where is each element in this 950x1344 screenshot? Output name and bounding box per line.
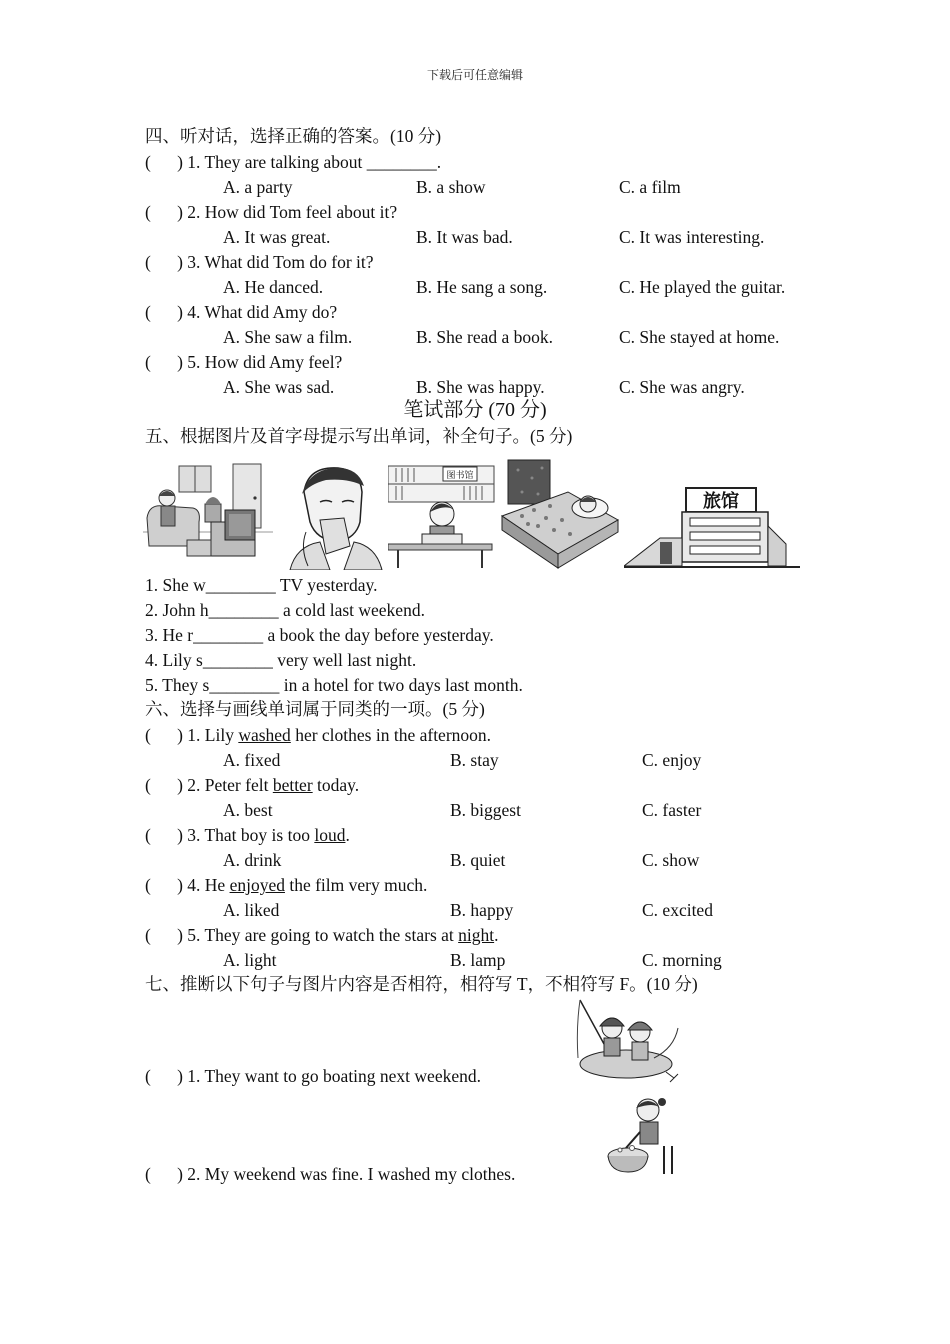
library-sign-label: 图书馆 xyxy=(446,471,474,481)
s4-q3-option-b: B. He sang a song. xyxy=(416,277,548,297)
s4-q4-option-b: B. She read a book. xyxy=(416,327,554,347)
s4-q5-option-a: A. She was sad. xyxy=(223,377,335,397)
s4-question-5: ( ) 5. How did Amy feel? xyxy=(145,352,343,372)
s6-q5-option-c: C. morning xyxy=(642,950,722,970)
s6-q4-option-c: C. excited xyxy=(642,900,713,920)
s6-q3-option-c: C. show xyxy=(642,850,700,870)
hotel-picture xyxy=(624,482,800,570)
s6-q1-option-a: A. fixed xyxy=(223,750,281,770)
underlined-word: night xyxy=(458,925,495,945)
s4-q1-option-a: A. a party xyxy=(223,177,293,197)
s4-q1-option-b: B. a show xyxy=(416,177,486,197)
s4-q5-option-b: B. She was happy. xyxy=(416,377,545,397)
s7-statement-2: ( ) 2. My weekend was fine. I washed my clothes. xyxy=(145,1164,516,1184)
kids-fishing-picture xyxy=(574,998,686,1084)
s6-question-3: ( ) 3. That boy is too loud. xyxy=(145,825,350,845)
s6-q1-option-b: B. stay xyxy=(450,750,499,770)
s6-question-2: ( ) 2. Peter felt better today. xyxy=(145,775,360,795)
s4-q2-option-a: A. It was great. xyxy=(223,227,331,247)
s4-q3-option-a: A. He danced. xyxy=(223,277,324,297)
s4-q2-option-c: C. It was interesting. xyxy=(619,227,765,247)
underlined-word: loud xyxy=(314,825,346,845)
girl-watching-tv-picture xyxy=(143,460,273,570)
section-5-heading: 五、根据图片及首字母提示写出单词，补全句子。(5 分) xyxy=(145,426,573,446)
written-part-title: 笔试部分 (70 分) xyxy=(403,399,547,421)
s6-q4-option-a: A. liked xyxy=(223,900,280,920)
underlined-word: enjoyed xyxy=(229,875,285,895)
s5-sentence-3: 3. He r________ a book the day before yesterday. xyxy=(145,625,494,645)
s6-q1-option-c: C. enjoy xyxy=(642,750,702,770)
s6-q5-option-b: B. lamp xyxy=(450,950,506,970)
s4-q5-option-c: C. She was angry. xyxy=(619,377,745,397)
s4-question-2: ( ) 2. How did Tom feel about it? xyxy=(145,202,398,222)
s5-sentence-2: 2. John h________ a cold last weekend. xyxy=(145,600,425,620)
underlined-word: better xyxy=(272,775,313,795)
s5-sentence-5: 5. They s________ in a hotel for two days last month. xyxy=(145,675,523,695)
s6-q2-option-b: B. biggest xyxy=(450,800,521,820)
s6-q2-option-c: C. faster xyxy=(642,800,702,820)
s7-statement-1: ( ) 1. They want to go boating next weekend. xyxy=(145,1066,481,1086)
s6-q2-option-a: A. best xyxy=(223,800,273,820)
man-with-cold-picture xyxy=(286,462,386,570)
section-4-heading: 四、听对话，选择正确的答案。(10 分) xyxy=(145,126,442,146)
section-7-heading: 七、推断以下句子与图片内容是否相符，相符写 T，不相符写 F。(10 分) xyxy=(145,974,698,994)
s6-q4-option-b: B. happy xyxy=(450,900,514,920)
s4-q2-option-b: B. It was bad. xyxy=(416,227,513,247)
s4-question-4: ( ) 4. What did Amy do? xyxy=(145,302,338,322)
s4-q4-option-c: C. She stayed at home. xyxy=(619,327,780,347)
s6-question-5: ( ) 5. They are going to watch the stars at night. xyxy=(145,925,499,945)
s6-question-1: ( ) 1. Lily washed her clothes in the afternoon. xyxy=(145,725,492,745)
underlined-word: washed xyxy=(238,725,291,745)
s5-sentence-4: 4. Lily s________ very well last night. xyxy=(145,650,417,670)
s6-question-4: ( ) 4. He enjoyed the film very much. xyxy=(145,875,428,895)
s4-question-1: ( ) 1. They are talking about ________. xyxy=(145,152,442,172)
girl-sleeping-picture xyxy=(498,458,620,570)
boy-reading-library-picture xyxy=(388,464,496,568)
s5-sentence-1: 1. She w________ TV yesterday. xyxy=(145,575,378,595)
page-header: 下载后可任意编辑 xyxy=(426,68,523,82)
s6-q5-option-a: A. light xyxy=(223,950,277,970)
girl-washing-clothes-picture xyxy=(606,1092,682,1178)
section-6-heading: 六、选择与画线单词属于同类的一项。(5 分) xyxy=(145,699,485,719)
s6-q3-option-a: A. drink xyxy=(223,850,282,870)
hotel-sign-label: 旅馆 xyxy=(703,491,739,512)
s4-q3-option-c: C. He played the guitar. xyxy=(619,277,786,297)
s4-q1-option-c: C. a film xyxy=(619,177,681,197)
s6-q3-option-b: B. quiet xyxy=(450,850,506,870)
s4-q4-option-a: A. She saw a film. xyxy=(223,327,353,347)
s4-question-3: ( ) 3. What did Tom do for it? xyxy=(145,252,374,272)
